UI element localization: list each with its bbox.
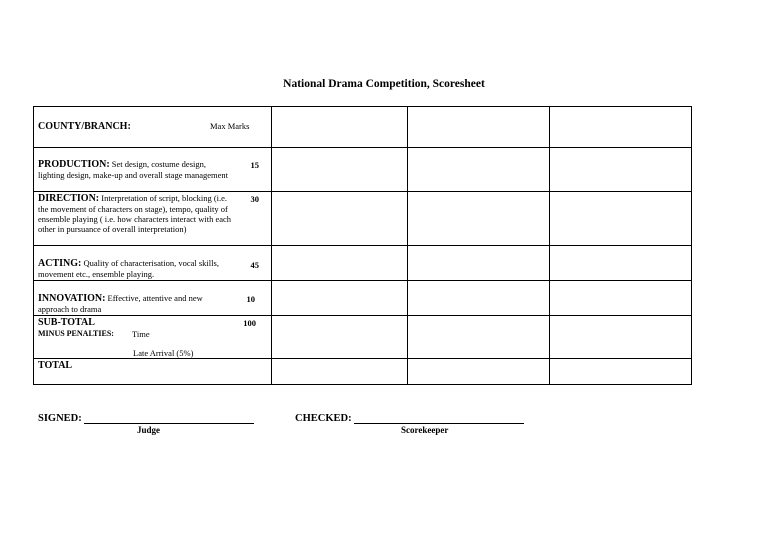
acting-criterion: ACTING: Quality of characterisation, vocal skills, movement etc., ensemble playing. — [38, 258, 219, 279]
subtotal-label: SUB-TOTAL — [38, 317, 95, 328]
county-branch-label: COUNTY/BRANCH: — [38, 121, 131, 132]
signed-field — [38, 411, 254, 424]
county-entry-cell-2[interactable] — [408, 107, 548, 147]
row-divider — [34, 147, 691, 148]
scoresheet-table — [33, 106, 692, 385]
innovation-criterion: INNOVATION: Effective, attentive and new approach to drama — [38, 293, 203, 314]
county-entry-cell-3[interactable] — [550, 107, 692, 147]
late-arrival-label: Late Arrival (5%) — [133, 348, 194, 358]
row-divider — [34, 358, 691, 359]
direction-criterion: DIRECTION: Interpretation of script, blocking (i.e. the movement of characters on stage), tempo, quality of ensemble playing ( i.e. how characters interact with each other in pursuance of overall interpretation) — [38, 193, 232, 234]
total-label: TOTAL — [38, 360, 73, 371]
minus-penalties-label: MINUS PENALTIES: — [38, 329, 114, 338]
scorekeeper-signature-line[interactable] — [354, 411, 524, 424]
time-penalty-label: Time — [132, 329, 150, 339]
max-marks-label: Max Marks — [210, 121, 250, 131]
signed-label: SIGNED: — [38, 413, 82, 424]
production-criterion: PRODUCTION: Set design, costume design, lighting design, make-up and overall stage management — [38, 159, 229, 180]
row-divider — [34, 245, 691, 246]
innovation-max-marks: 10 — [246, 294, 255, 304]
direction-max-marks: 30 — [250, 194, 259, 204]
page-title: National Drama Competition, Scoresheet — [283, 78, 485, 90]
subtotal-max-marks: 100 — [243, 318, 256, 328]
checked-label: CHECKED: — [295, 413, 352, 424]
production-max-marks: 15 — [250, 160, 259, 170]
judge-role-label: Judge — [137, 425, 161, 435]
county-entry-cell-1[interactable] — [272, 107, 406, 147]
row-divider — [34, 280, 691, 281]
scorekeeper-role-label: Scorekeeper — [401, 425, 449, 435]
judge-signature-line[interactable] — [84, 411, 254, 424]
row-divider — [34, 315, 691, 316]
checked-field — [295, 411, 524, 424]
row-divider — [34, 191, 691, 192]
acting-max-marks: 45 — [250, 260, 259, 270]
